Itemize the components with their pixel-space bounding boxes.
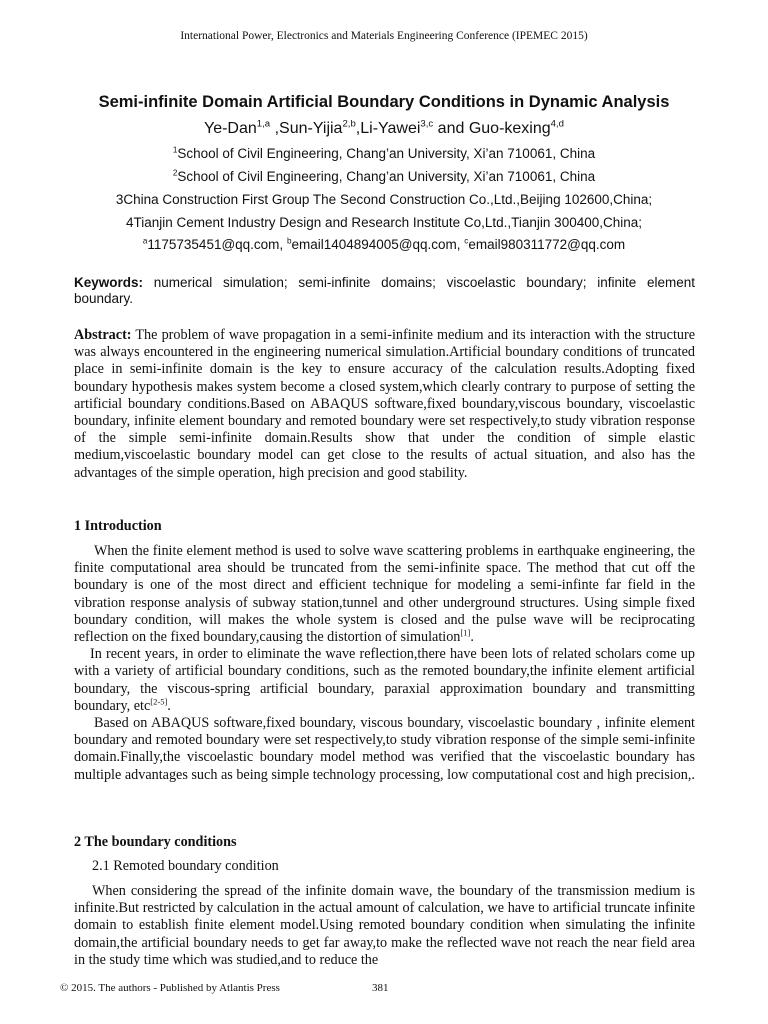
author-name: Ye-Dan bbox=[204, 120, 257, 137]
author-name: ,Sun-Yijia bbox=[270, 120, 343, 137]
introduction-body bbox=[74, 543, 695, 784]
affiliation-4: 4Tianjin Cement Industry Design and Research Institute Co,Ltd.,Tianjin 300400,China; bbox=[125, 215, 643, 230]
page-number: 381 bbox=[372, 982, 389, 994]
author-affiliation-mark: 3,c bbox=[420, 118, 434, 130]
author-affiliation-mark: 2,b bbox=[342, 118, 356, 130]
affiliation-2: $^2$School of Civil Engineering, Chang’an University, Xi’an 710061, China bbox=[172, 168, 596, 184]
email-link: 1175735451@qq.com, bbox=[147, 237, 287, 252]
author-name: ,Li-Yawei bbox=[355, 120, 421, 137]
citation: [2-5] bbox=[150, 696, 168, 707]
conference-header: International Power, Electronics and Materials Engineering Conference (IPEMEC 2015) bbox=[180, 30, 588, 42]
keywords-text: numerical simulation; semi-infinite domains; viscoelastic boundary; infinite element boundary. bbox=[74, 275, 695, 306]
paragraph: When the finite element method is used to solve wave scattering problems in earthquake engineering, the finite computational area should be truncated from the semi-infinite space. The method that cut off the boundary is one of the most direct and efficient technique for modeling a semi-infinte far field in the vibration response analysis of subway station,tunnel and other underground structures. Using simple fixed boundary condition, will makes the whole system is closed and the pulse wave will be reciprocating reflection on the fixed boundary,causing the distortion of simulation[1]. bbox=[74, 543, 695, 646]
abstract bbox=[74, 327, 695, 482]
keywords-label: Keywords: bbox=[74, 275, 144, 290]
email-link: email980311772@qq.com bbox=[468, 237, 626, 252]
citation: [1] bbox=[460, 627, 471, 638]
paragraph: In recent years, in order to eliminate the wave reflection,there have been lots of related scholars come up with a variety of artificial boundary conditions, such as the remoted boundary,the infinite element artificial boundary, the viscous-spring artificial boundary, paraxial approximation boundary and transmitting boundary, etc[2-5]. bbox=[74, 646, 695, 714]
keywords bbox=[74, 275, 695, 307]
author-affiliation-mark: 4,d bbox=[550, 118, 564, 130]
paper-title: Semi-infinite Domain Artificial Boundary Conditions in Dynamic Analysis bbox=[98, 93, 670, 111]
author-name: and Guo-kexing bbox=[433, 120, 551, 137]
copyright-notice: © 2015. The authors - Published by Atlantis Press bbox=[60, 982, 280, 994]
paragraph: When considering the spread of the infinite domain wave, the boundary of the transmission medium is infinite.But restricted by calculation in the actual amount of calculation, we have to artificial truncate infinite domain to establish finite element model.Using remoted boundary condition when simulating the infinite domain,the artificial boundary needs to get far away,to make the reflected wave not reach the near field area in the study time which was studied,and to reduce the bbox=[74, 883, 695, 968]
affiliation-3: 3China Construction First Group The Second Construction Co.,Ltd.,Beijing 102600,China; bbox=[115, 192, 653, 207]
section-heading-boundary-conditions: 2 The boundary conditions bbox=[74, 834, 237, 850]
author-list bbox=[0, 120, 768, 138]
section-heading-introduction: 1 Introduction bbox=[74, 518, 162, 534]
section2-body bbox=[74, 883, 695, 969]
paragraph: Based on ABAQUS software,fixed boundary, viscous boundary, viscoelastic boundary , infinite element boundary and remoted boundary were set respectively,to study vibration response of the simple semi-infinite domain.Finally,the viscoelastic boundary model method was verified that the viscoelastic boundary has multiple advantages such as being simple technology processing, low computational cost and high precision,. bbox=[74, 715, 695, 783]
abstract-text: The problem of wave propagation in a semi-infinite medium and its interaction with the structure was always encountered in the engineering numerical simulation.Artificial boundary conditions of truncated place in semi-infinite domain is the key to ensure accuracy of the calculation results.Adopting fixed boundary hypothesis makes system become a closed system,which clearly contrary to purpose of setting the artificial boundary conditions.Based on ABAQUS software,fixed boundary,viscous boundary, viscoelastic boundary, infinite element boundary and remoted boundary were set respectively,to study vibration response of the simple semi-infinite domain.Results show that under the condition of simple elastic medium,viscoelastic boundary model can get close to the results of actual situation, and also has the advantages of the simple operation, high precision and good stability. bbox=[74, 327, 695, 481]
author-emails: $^a$1175735451@qq.com, $^b$email1404894005@qq.com, $^c$email980311772@qq.com bbox=[142, 236, 626, 252]
email-link: email1404894005@qq.com, bbox=[291, 237, 465, 252]
subsection-heading-remoted-boundary: 2.1 Remoted boundary condition bbox=[92, 858, 279, 874]
affiliation-1: $^1$School of Civil Engineering, Chang’an University, Xi’an 710061, China bbox=[172, 145, 596, 161]
author-affiliation-mark: 1,a bbox=[256, 118, 271, 130]
abstract-label: Abstract: bbox=[74, 327, 132, 343]
